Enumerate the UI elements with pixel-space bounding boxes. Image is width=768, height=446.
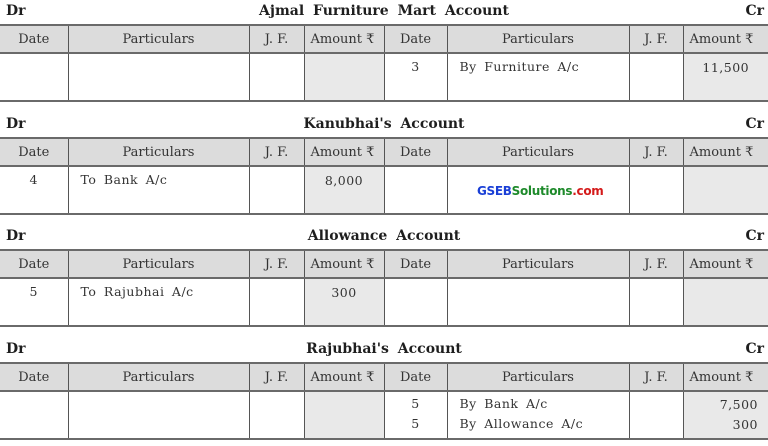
debit-label: Dr — [6, 3, 26, 19]
ledger-title-row — [0, 338, 768, 362]
col-date-dr: Date — [0, 250, 68, 278]
col-jf-dr: J. F. — [249, 363, 304, 391]
col-jf-dr: J. F. — [249, 138, 304, 166]
cr-date: 5 5 — [384, 391, 447, 439]
cr-jf — [629, 278, 683, 326]
col-date-cr: Date — [384, 363, 447, 391]
col-jf-dr: J. F. — [249, 25, 304, 53]
ledger-title-row — [0, 0, 768, 24]
dr-particulars: To Rajubhai A/c — [68, 278, 249, 326]
credit-label: Cr — [745, 228, 764, 244]
cr-date — [384, 278, 447, 326]
dr-date — [0, 53, 68, 101]
dr-amount — [304, 53, 384, 101]
col-particulars-cr: Particulars — [447, 138, 629, 166]
dr-amount — [304, 391, 384, 439]
cr-particulars: By Furniture A/c — [447, 53, 629, 101]
dr-amount: 300 — [304, 278, 384, 326]
header-row — [0, 363, 768, 391]
col-amount-cr: Amount ₹ — [683, 363, 768, 391]
col-particulars-dr: Particulars — [68, 25, 249, 53]
col-amount-cr: Amount ₹ — [683, 25, 768, 53]
dr-jf — [249, 391, 304, 439]
dr-jf — [249, 166, 304, 214]
col-date-cr: Date — [384, 138, 447, 166]
cr-date — [384, 166, 447, 214]
ledger-ajmal-furniture-mart — [0, 0, 768, 102]
cr-amount — [683, 278, 768, 326]
col-date-dr: Date — [0, 138, 68, 166]
col-particulars-cr: Particulars — [447, 25, 629, 53]
cr-jf — [629, 391, 683, 439]
col-date-cr: Date — [384, 25, 447, 53]
cr-jf — [629, 166, 683, 214]
cr-amount — [683, 166, 768, 214]
col-amount-dr: Amount ₹ — [304, 25, 384, 53]
header-row — [0, 25, 768, 53]
col-amount-dr: Amount ₹ — [304, 138, 384, 166]
dr-date — [0, 391, 68, 439]
cr-amount: 11,500 — [683, 53, 768, 101]
col-jf-cr: J. F. — [629, 138, 683, 166]
col-jf-dr: J. F. — [249, 250, 304, 278]
debit-label: Dr — [6, 116, 26, 132]
dr-jf — [249, 53, 304, 101]
credit-label: Cr — [745, 116, 764, 132]
dr-jf — [249, 278, 304, 326]
table-row — [0, 53, 768, 101]
col-date-cr: Date — [384, 250, 447, 278]
credit-label: Cr — [745, 341, 764, 357]
ledger-table — [0, 362, 768, 440]
ledger-table — [0, 137, 768, 215]
cr-date: 3 — [384, 53, 447, 101]
col-date-dr: Date — [0, 363, 68, 391]
dr-date: 5 — [0, 278, 68, 326]
col-particulars-dr: Particulars — [68, 250, 249, 278]
ledger-rajubhai — [0, 338, 768, 440]
table-row — [0, 166, 768, 214]
col-amount-dr: Amount ₹ — [304, 250, 384, 278]
debit-label: Dr — [6, 341, 26, 357]
table-row — [0, 391, 768, 439]
ledger-kanubhai — [0, 113, 768, 215]
account-title: Allowance Account — [307, 228, 461, 244]
col-particulars-dr: Particulars — [68, 138, 249, 166]
col-amount-cr: Amount ₹ — [683, 138, 768, 166]
dr-particulars — [68, 53, 249, 101]
debit-label: Dr — [6, 228, 26, 244]
watermark-logo: GSEBSolutions.com — [477, 184, 604, 198]
col-particulars-cr: Particulars — [447, 363, 629, 391]
ledger-title-row — [0, 113, 768, 137]
account-title: Kanubhai's Account — [303, 116, 465, 132]
account-title: Ajmal Furniture Mart Account — [259, 3, 509, 19]
cr-amount: 7,500 300 — [683, 391, 768, 439]
col-particulars-cr: Particulars — [447, 250, 629, 278]
table-row — [0, 278, 768, 326]
cr-particulars: By Bank A/c By Allowance A/c — [447, 391, 629, 439]
ledger-allowance — [0, 225, 768, 327]
header-row — [0, 138, 768, 166]
ledger-title-row — [0, 225, 768, 249]
col-jf-cr: J. F. — [629, 250, 683, 278]
col-jf-cr: J. F. — [629, 363, 683, 391]
dr-amount: 8,000 — [304, 166, 384, 214]
col-particulars-dr: Particulars — [68, 363, 249, 391]
col-amount-dr: Amount ₹ — [304, 363, 384, 391]
dr-date: 4 — [0, 166, 68, 214]
dr-particulars: To Bank A/c — [68, 166, 249, 214]
col-jf-cr: J. F. — [629, 25, 683, 53]
ledger-table — [0, 249, 768, 327]
account-title: Rajubhai's Account — [306, 341, 462, 357]
header-row — [0, 250, 768, 278]
dr-particulars — [68, 391, 249, 439]
cr-jf — [629, 53, 683, 101]
cr-particulars — [447, 278, 629, 326]
credit-label: Cr — [745, 3, 764, 19]
col-amount-cr: Amount ₹ — [683, 250, 768, 278]
ledger-table — [0, 24, 768, 102]
col-date-dr: Date — [0, 25, 68, 53]
